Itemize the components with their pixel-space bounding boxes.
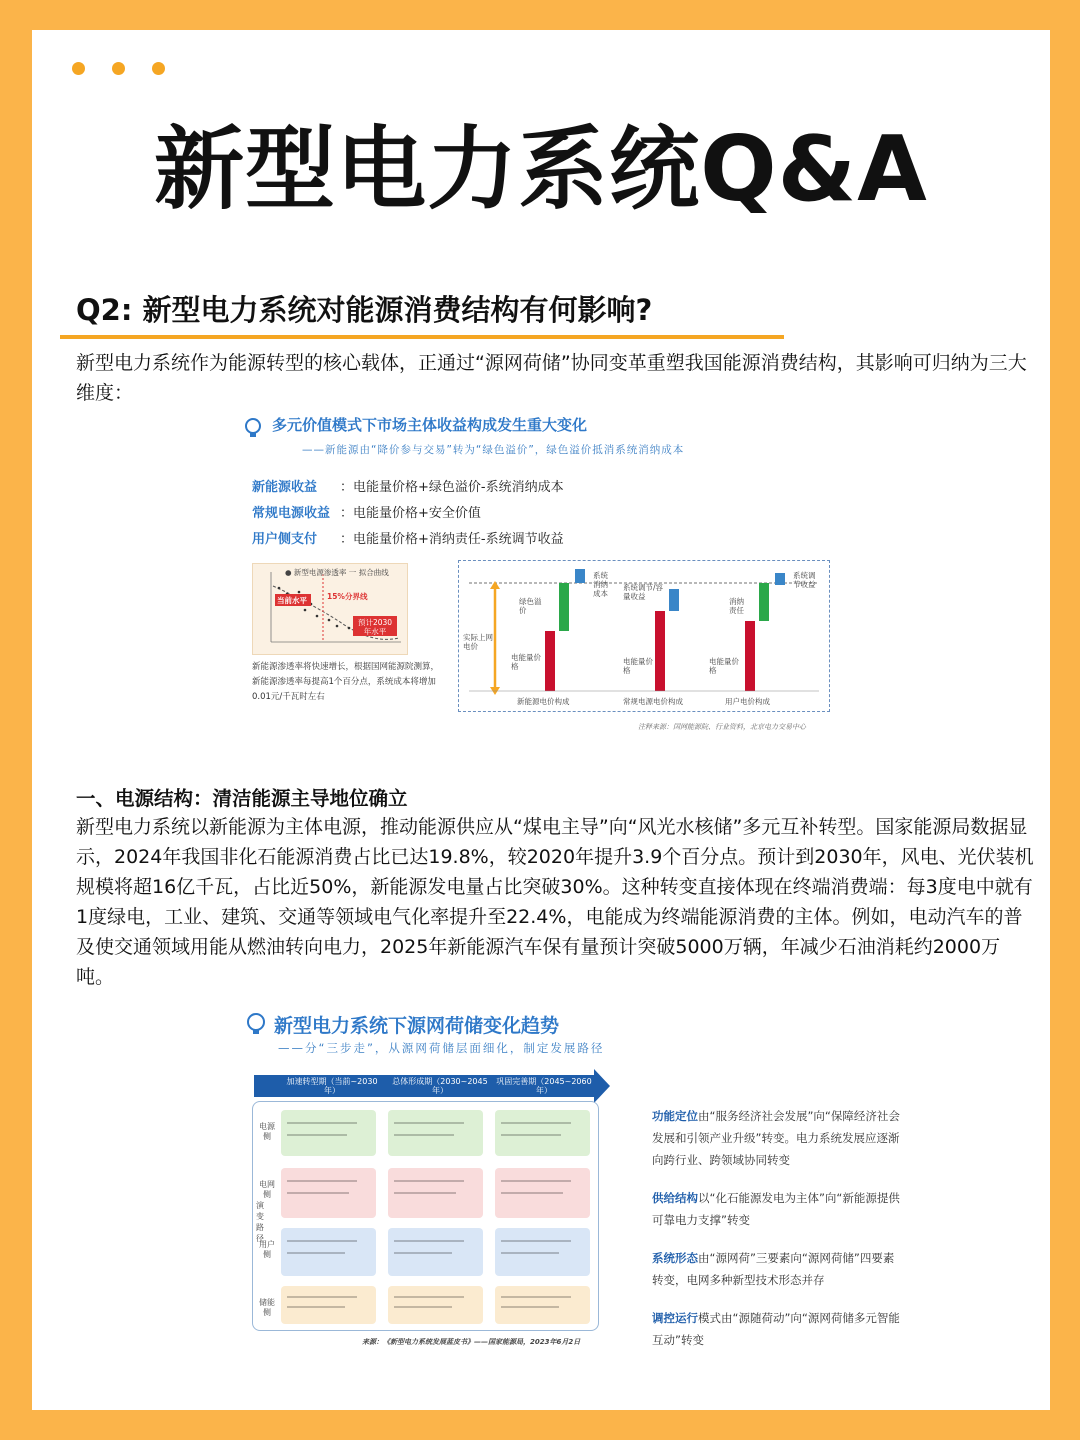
- chart-note: 新能源渗透率将快速增长，根据国网能源院测算，新能源渗透率每提高1个百分点，系统成本将增加0.01元/千瓦时左右: [252, 662, 440, 702]
- phase-label: 巩固完善期（2045~2060年）: [496, 1077, 592, 1095]
- grid-cell: [388, 1286, 483, 1324]
- evolution-grid: [252, 1101, 599, 1331]
- grid-cell: [495, 1110, 590, 1156]
- grid-cell: [388, 1110, 483, 1156]
- energy-price-label: 电能量价格: [623, 657, 653, 675]
- energy-price-label: 电能量价格: [511, 653, 541, 671]
- grid-cell: [495, 1168, 590, 1218]
- figure2-title: 新型电力系统下源网荷储变化趋势: [274, 1015, 560, 1037]
- revenue-row: 常规电源收益 ：电能量价格+安全价值: [252, 506, 481, 521]
- grid-cell: [281, 1168, 376, 1218]
- waterfall-axis-label: 实际上网电价: [463, 633, 493, 651]
- regulate-revenue-label: 系统调节/容量收益: [623, 583, 664, 601]
- row-label: 储能侧: [259, 1298, 275, 1317]
- phase-label: 总体形成期（2030~2045年）: [392, 1077, 488, 1095]
- question-heading: Q2: 新型电力系统对能源消费结构有何影响?: [76, 293, 653, 327]
- x-label: 用户电价构成: [725, 697, 770, 706]
- energy-price-label: 电能量价格: [709, 657, 739, 675]
- figure-source-grid-load-storage: [242, 1005, 900, 1350]
- revenue-row: 新能源收益 ：电能量价格+绿色溢价-系统消纳成本: [252, 480, 564, 495]
- green-premium-label: 绿色溢价: [519, 597, 542, 615]
- row-label: 用户侧: [259, 1240, 275, 1259]
- figure2-source: 来源：《新型电力系统发展蓝皮书》——国家能源局，2023年6月2日: [362, 1338, 581, 1346]
- figure-revenue-structure: [232, 408, 816, 736]
- function-positioning-text: 功能定位由“服务经济社会发展”向“保障经济社会发展和引领产业升级”转变。电力系统发展应逐渐向跨行业、跨领域协同转变: [652, 1109, 900, 1167]
- supply-structure-text: 供给结构以“化石能源发电为主体”向“新能源提供可靠电力支撑”转变: [652, 1191, 900, 1227]
- grid-cell: [281, 1286, 376, 1324]
- row-label: 电网侧: [259, 1180, 275, 1199]
- lightbulb-icon: [244, 1011, 268, 1037]
- section1-heading: 一、电源结构：清洁能源主导地位确立: [76, 787, 408, 810]
- absorb-cost-label: 系统消纳成本: [593, 571, 608, 598]
- grid-cell: [388, 1228, 483, 1276]
- figure2-subtitle: ——分“三步走”，从源网荷储层面细化，制定发展路径: [278, 1041, 605, 1055]
- row-label: 电源侧: [259, 1122, 275, 1141]
- revenue-row: 用户侧支付 ：电能量价格+消纳责任-系统调节收益: [252, 532, 564, 547]
- phase-label: 加速转型期（当前~2030年）: [286, 1077, 378, 1095]
- dot-icon: [152, 62, 165, 75]
- system-form-text: 系统形态由“源网荷”三要素向“源网荷储”四要素转变，电网多种新型技术形态并存: [652, 1251, 895, 1287]
- grid-cell: [388, 1168, 483, 1218]
- content-card: [32, 30, 1050, 1410]
- grid-cell: [281, 1228, 376, 1276]
- evolution-path-label: 演变路径: [256, 1201, 264, 1243]
- x-label: 常规电源电价构成: [623, 697, 683, 706]
- dot-icon: [112, 62, 125, 75]
- section1-body: 新型电力系统以新能源为主体电源，推动能源供应从“煤电主导”向“风光水核储”多元互补转型。国家能源局数据显示，2024年我国非化石能源消费占比已达19.8%，较2020年提升3.9个百分点。预计到2030年，风电、光伏装机规模将超16亿千瓦，占比近50%，新能源发电量占比突破30%。这种转变直接体现在终端消费端：每3度电中就有1度绿电，工业、建筑、交通等领域电气化率提升至22.4%，电能成为终端能源消费的主体。例如，电动汽车的普及使交通领域用能从燃油转向电力，2025年新能源汽车保有量预计突破5000万辆，年减少石油消耗约2000万吨。: [76, 816, 1034, 988]
- intro-paragraph: 新型电力系统作为能源转型的核心载体，正通过“源网荷储”协同变革重塑我国能源消费结构，其影响可归纳为三大维度：: [76, 352, 1027, 404]
- figure1-subtitle: ——新能源由“降价参与交易”转为“绿色溢价”，绿色溢价抵消系统消纳成本: [302, 444, 685, 456]
- threshold-label: 15%分界线: [327, 592, 368, 601]
- chart-legend: ● 新型电源渗透率 一 拟合曲线: [285, 568, 389, 577]
- grid-cell: [495, 1228, 590, 1276]
- figure1-title: 多元价值模式下市场主体收益构成发生重大变化: [272, 416, 588, 434]
- grid-cell: [281, 1110, 376, 1156]
- dot-icon: [72, 62, 85, 75]
- current-level-label: 当前水平: [277, 596, 307, 605]
- adjust-revenue-label: 系统调节收益: [793, 571, 816, 589]
- dispatch-mode-text: 调控运行模式由“源随荷动”向“源网荷储多元智能互动”转变: [652, 1311, 900, 1347]
- price-waterfall-chart: [458, 560, 830, 712]
- grid-cell: [495, 1286, 590, 1324]
- figure1-source: 注释来源：国网能源院、行业资料，北京电力交易中心: [638, 723, 806, 731]
- duty-label: 消纳责任: [729, 597, 744, 615]
- target-level-label: 预计2030年水平: [357, 618, 393, 636]
- phase-arrow-head: [594, 1069, 610, 1103]
- x-label: 新能源电价构成: [517, 697, 570, 706]
- lightbulb-icon: [242, 416, 264, 440]
- question-underline: [60, 335, 784, 339]
- page-title: 新型电力系统Q&A: [154, 117, 928, 222]
- penetration-scatter-chart: [252, 563, 408, 655]
